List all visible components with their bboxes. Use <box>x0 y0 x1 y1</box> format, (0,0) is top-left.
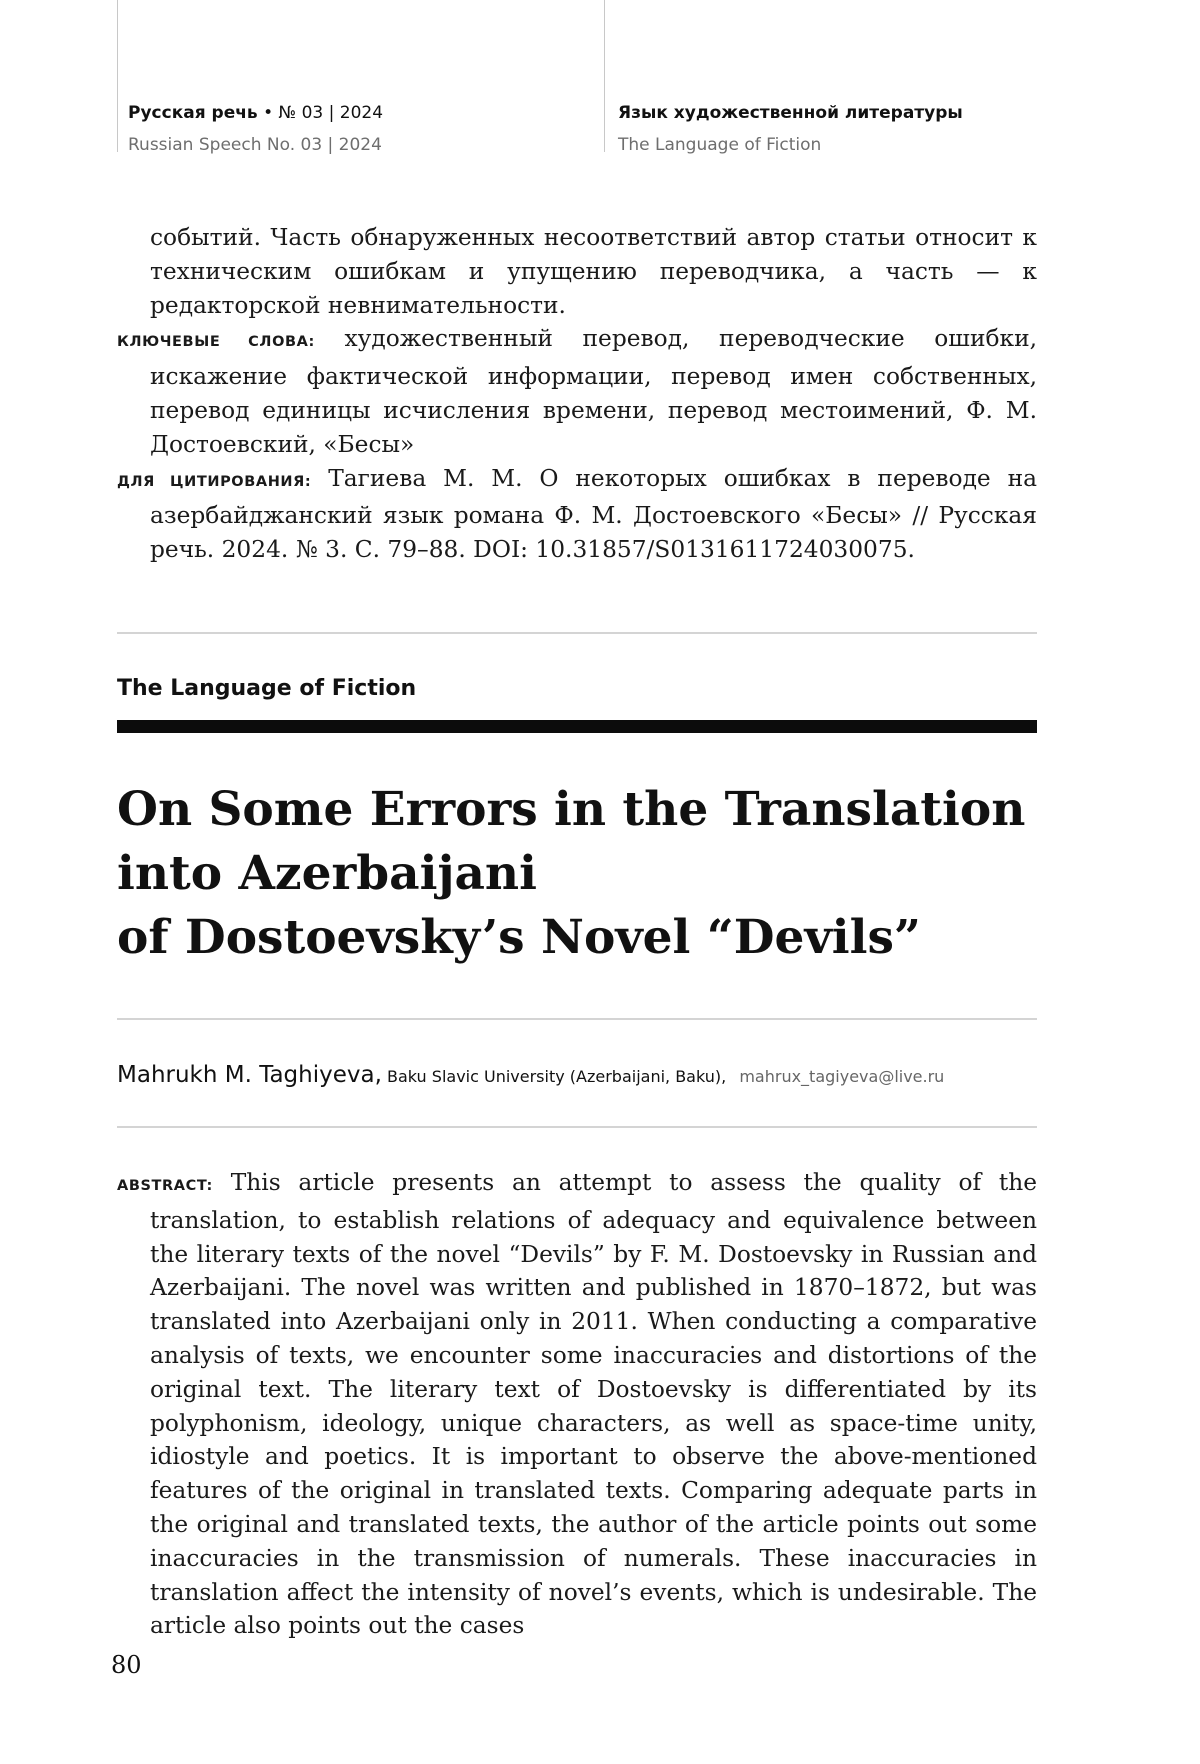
abstract-paragraph <box>117 1166 1037 1643</box>
citation-text: Тагиева М. М. О некоторых ошибках в переводе на азербайджанский язык романа Ф. М. Достоевского «Бесы» // Русская речь. 2024. № 3. С. 79–88. DOI: 10.31857/S0131611724030075. <box>150 464 1038 564</box>
keywords-paragraph <box>117 322 1037 461</box>
english-abstract <box>117 1166 1037 1643</box>
author-name: Mahrukh M. Taghiyeva, <box>117 1062 382 1088</box>
article-title <box>117 778 1057 970</box>
abstract-text: This article presents an attempt to assess the quality of the translation, to establish relations of adequacy and equivalence between the literary texts of the novel “Devils” by F. M. Dostoevsky in Russian and Azerbaijani. The novel was written and published in 1870–1872, but was translated into Azerbaijani only in 2011. When conducting a comparative analysis of texts, we encounter some inaccuracies and distortions of the original text. The literary text of Dostoevsky is differentiated by its polyphonism, ideology, unique characters, as well as space-time unity, idiostyle and poetics. It is important to observe the above-mentioned features of the original in translated texts. Comparing adequate parts in the original and translated texts, the author of the article points out some inaccuracies in the transmission of numerals. These inaccuracies in translation affect the intensity of novel’s events, which is undesirable. The article also points out the cases <box>150 1169 1038 1640</box>
russian-front-matter <box>117 221 1037 567</box>
author-email: mahrux_tagiyeva@live.ru <box>739 1067 945 1086</box>
journal-title-ru-line <box>128 102 383 124</box>
article-title-line: On Some Errors in the Translation <box>117 782 1026 837</box>
keywords-text: художественный перевод, переводческие ошибки, искажение фактической информации, перевод имен собственных, перевод единицы исчисления времени, перевод местоимений, Ф. М. Достоевский, «Бесы» <box>150 325 1038 458</box>
section-thick-rule <box>117 720 1037 733</box>
russian-abstract-tail: событий. Часть обнаруженных несоответствий автор статьи относит к техническим ошибкам и упущению переводчика, а часть — к редакторской невнимательности. <box>150 224 1037 319</box>
journal-title-ru: Русская речь <box>128 103 258 123</box>
article-title-line: of Dostoevsky’s Novel “Devils” <box>117 910 921 965</box>
section-title-ru: Язык художественной литературы <box>618 103 963 123</box>
section-title-en: The Language of Fiction <box>618 135 822 155</box>
divider-rule <box>117 1018 1037 1020</box>
citation-paragraph <box>117 462 1037 567</box>
header-divider-left <box>117 0 118 152</box>
author-affiliation: Baku Slavic University (Azerbaijani, Baku), <box>387 1067 727 1086</box>
divider-rule <box>117 632 1037 634</box>
abstract-label: ABSTRACT: <box>117 1178 213 1194</box>
page-number: 80 <box>111 1651 142 1679</box>
author-line <box>117 1062 944 1088</box>
journal-title-en: Russian Speech No. 03 | 2024 <box>128 135 382 155</box>
journal-header <box>128 102 383 156</box>
keywords-label: КЛЮЧЕВЫЕ СЛОВА: <box>117 334 315 351</box>
divider-rule <box>117 1126 1037 1128</box>
section-header <box>618 102 963 156</box>
citation-label: ДЛЯ ЦИТИРОВАНИЯ: <box>117 473 312 490</box>
article-title-line: into Azerbaijani <box>117 846 537 901</box>
header-divider-right <box>604 0 605 152</box>
journal-issue-ru: • № 03 | 2024 <box>263 103 384 123</box>
section-label: The Language of Fiction <box>117 676 417 701</box>
